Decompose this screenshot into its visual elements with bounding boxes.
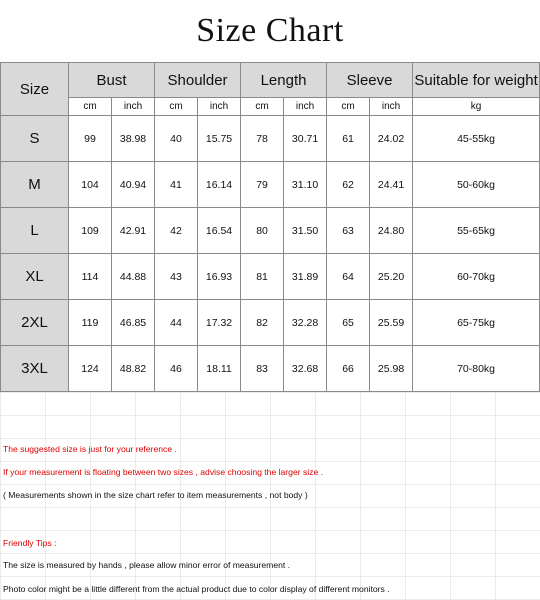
table-cell: 31.50 [284,208,327,254]
table-cell: 63 [327,208,370,254]
table-cell: 40.94 [112,162,155,208]
size-label: 2XL [1,300,69,346]
table-cell: 44 [155,300,198,346]
unit-cell: kg [413,98,540,116]
unit-cell: inch [112,98,155,116]
table-cell: 82 [241,300,284,346]
note-floating: If your measurement is floating between two sizes , advise choosing the larger size . [3,467,324,477]
unit-cell: inch [198,98,241,116]
note-photo-color: Photo color might be a little different from the actual product due to color display of different monitors . [3,584,390,594]
table-cell: 81 [241,254,284,300]
table-cell: 24.41 [370,162,413,208]
size-label: XL [1,254,69,300]
unit-cell: cm [241,98,284,116]
table-cell: 25.20 [370,254,413,300]
table-cell: 41 [155,162,198,208]
table-cell: 50-60kg [413,162,540,208]
table-cell: 43 [155,254,198,300]
table-cell: 119 [69,300,112,346]
size-chart-table [0,62,540,392]
table-cell: 44.88 [112,254,155,300]
table-cell: 64 [327,254,370,300]
table-row [1,300,540,346]
size-label: 3XL [1,346,69,392]
table-row [1,346,540,392]
table-cell: 124 [69,346,112,392]
table-cell: 38.98 [112,116,155,162]
note-suggested: The suggested size is just for your reference . [3,444,177,454]
table-cell: 109 [69,208,112,254]
table-cell: 55-65kg [413,208,540,254]
table-cell: 32.28 [284,300,327,346]
table-cell: 80 [241,208,284,254]
table-cell: 42 [155,208,198,254]
table-cell: 24.02 [370,116,413,162]
table-cell: 114 [69,254,112,300]
units-row [1,98,540,116]
table-cell: 79 [241,162,284,208]
table-row [1,162,540,208]
table-cell: 16.54 [198,208,241,254]
size-label: M [1,162,69,208]
table-cell: 61 [327,116,370,162]
unit-cell: cm [69,98,112,116]
table-cell: 17.32 [198,300,241,346]
unit-cell: inch [284,98,327,116]
table-cell: 15.75 [198,116,241,162]
size-label: L [1,208,69,254]
table-cell: 31.89 [284,254,327,300]
friendly-tips-label: Friendly Tips : [3,538,57,548]
note-measurements: ( Measurements shown in the size chart refer to item measurements , not body ) [3,490,308,500]
size-label: S [1,116,69,162]
table-cell: 30.71 [284,116,327,162]
table-cell: 62 [327,162,370,208]
table-cell: 40 [155,116,198,162]
table-cell: 46.85 [112,300,155,346]
bust-header: Bust [69,63,155,98]
table-row [1,208,540,254]
table-cell: 18.11 [198,346,241,392]
size-header: Size [1,63,69,116]
unit-cell: inch [370,98,413,116]
table-cell: 42.91 [112,208,155,254]
table-cell: 60-70kg [413,254,540,300]
table-cell: 99 [69,116,112,162]
table-cell: 46 [155,346,198,392]
table-cell: 65 [327,300,370,346]
note-hand-measured: The size is measured by hands , please allow minor error of measurement . [3,560,291,570]
notes-section [0,392,540,600]
table-cell: 16.93 [198,254,241,300]
header-row [1,63,540,98]
table-cell: 48.82 [112,346,155,392]
table-cell: 25.59 [370,300,413,346]
weight-header: Suitable for weight [413,63,540,98]
unit-cell: cm [327,98,370,116]
shoulder-header: Shoulder [155,63,241,98]
table-cell: 24.80 [370,208,413,254]
table-cell: 78 [241,116,284,162]
sleeve-header: Sleeve [327,63,413,98]
table-cell: 65-75kg [413,300,540,346]
table-cell: 70-80kg [413,346,540,392]
table-cell: 83 [241,346,284,392]
length-header: Length [241,63,327,98]
table-cell: 31.10 [284,162,327,208]
table-cell: 45-55kg [413,116,540,162]
table-cell: 25.98 [370,346,413,392]
unit-cell: cm [155,98,198,116]
table-cell: 104 [69,162,112,208]
page-title: Size Chart [196,12,344,49]
table-row [1,116,540,162]
table-cell: 66 [327,346,370,392]
table-cell: 32.68 [284,346,327,392]
table-cell: 16.14 [198,162,241,208]
table-row [1,254,540,300]
